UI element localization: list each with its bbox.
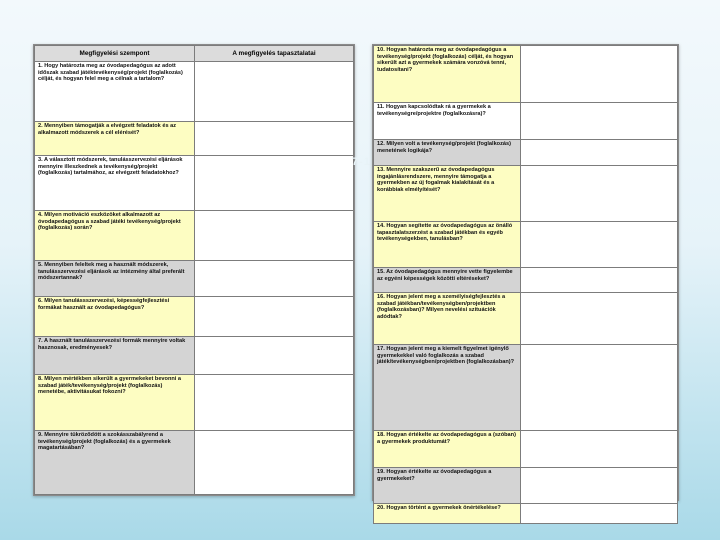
question-cell: 19. Hogyan értékelte az óvodapedagógus a gyermekeket? bbox=[374, 468, 521, 504]
criterion-column-header: Megfigyelési szempont bbox=[35, 46, 195, 62]
question-cell: 20. Hogyan történt a gyermekek önértékelése? bbox=[374, 504, 521, 524]
answer-cell[interactable] bbox=[521, 46, 678, 103]
table-row bbox=[374, 345, 678, 431]
table-row bbox=[374, 293, 678, 345]
answer-cell[interactable] bbox=[521, 103, 678, 140]
answer-cell[interactable] bbox=[521, 504, 678, 524]
table-row bbox=[374, 268, 678, 293]
answer-cell[interactable] bbox=[521, 431, 678, 468]
table-row bbox=[374, 222, 678, 268]
question-cell: 8. Milyen mértékben sikerült a gyermekeket bevonni a szabad játék/tevékenység/projekt (foglalkozás) menetébe, aktivitásukat fokozni? bbox=[35, 375, 195, 431]
answer-cell[interactable] bbox=[195, 211, 354, 261]
answer-cell[interactable] bbox=[195, 431, 354, 495]
question-cell: 4. Milyen motiváció eszközöket alkalmazott az óvodapedagógus a szabad játéki tevékenység/projekt (foglalkozás) során? bbox=[35, 211, 195, 261]
question-cell: 11. Hogyan kapcsolódtak rá a gyermekek a tevékenységre/projektre (foglalkozásra)? bbox=[374, 103, 521, 140]
answer-cell[interactable] bbox=[195, 122, 354, 156]
question-cell: 2. Mennyiben támogatják a elvégzett feladatok és az alkalmazott módszerek a cél elérését? bbox=[35, 122, 195, 156]
question-cell: 16. Hogyan jelent meg a személyiségfejlesztés a szabad játékban/tevékenységben/projektben (foglalkozásban)? Milyen nevelési szituációk adódtak? bbox=[374, 293, 521, 345]
table-row bbox=[35, 156, 354, 211]
question-cell: 3. A választott módszerek, tanulásszervezési eljárások mennyire illeszkednek a tevékenység/projekt (foglalkozás) tartalmához, az elvégzett feladatokhoz? bbox=[35, 156, 195, 211]
answer-cell[interactable] bbox=[521, 345, 678, 431]
table-row bbox=[35, 337, 354, 375]
table-row bbox=[374, 103, 678, 140]
right-observation-sheet bbox=[372, 44, 679, 511]
right-observation-table bbox=[373, 45, 678, 524]
table-row bbox=[35, 297, 354, 337]
answer-cell[interactable] bbox=[195, 261, 354, 297]
table-row bbox=[35, 375, 354, 431]
left-observation-sheet bbox=[33, 44, 355, 496]
question-cell: 14. Hogyan segítette az óvodapedagógus az önálló tapasztalatszerzést a szabad játékban és egyéb tevékenységekben, tanulásban? bbox=[374, 222, 521, 268]
table-row bbox=[35, 211, 354, 261]
answer-cell[interactable] bbox=[195, 156, 354, 211]
left-observation-table bbox=[34, 45, 354, 495]
question-cell: 10. Hogyan határozta meg az óvodapedagógus a tevékenység/projekt (foglalkozás) célját, és hogyan sikerült azt a gyermekek számára vonzóvá tenni, tudatosítani? bbox=[374, 46, 521, 103]
answer-cell[interactable] bbox=[195, 297, 354, 337]
table-row bbox=[374, 46, 678, 103]
table-row bbox=[374, 431, 678, 468]
question-cell: 5. Mennyiben feleltek meg a használt módszerek, tanulásszervezési eljárások az intézmény által preferált módszertannak? bbox=[35, 261, 195, 297]
question-cell: 7. A használt tanulásszervezési formák mennyire voltak hasznosak, eredményesek? bbox=[35, 337, 195, 375]
table-row bbox=[374, 166, 678, 222]
answer-cell[interactable] bbox=[195, 375, 354, 431]
question-cell: 6. Milyen tanulássszervezési, képességfejlesztési formákat használt az óvodapedagógus? bbox=[35, 297, 195, 337]
question-cell: 12. Milyen volt a tevékenység/projekt (foglalkozás) menetének logikája? bbox=[374, 140, 521, 166]
answer-cell[interactable] bbox=[195, 337, 354, 375]
table-row bbox=[35, 62, 354, 122]
table-row bbox=[35, 122, 354, 156]
question-cell: 13. Mennyire szakszerű az óvodapedagógus ingajánlásrendszere, mennyire támogatja a gyermekben az új fogalmak kialakítását és a korábbiak elmélyítését? bbox=[374, 166, 521, 222]
table-row bbox=[374, 504, 678, 524]
answer-cell[interactable] bbox=[521, 268, 678, 293]
experience-column-header: A megfigyelés tapasztalatai bbox=[195, 46, 354, 62]
answer-cell[interactable] bbox=[521, 468, 678, 504]
answer-cell[interactable] bbox=[521, 293, 678, 345]
table-row bbox=[374, 468, 678, 504]
answer-cell[interactable] bbox=[521, 166, 678, 222]
question-cell: 1. Hogy határozta meg az óvodapedagógus az adott időszak szabad játéktevékenység/projekt (foglalkozás) célját, és hogyan felel meg a célnak a tartalom? bbox=[35, 62, 195, 122]
question-cell: 15. Az óvodapedagógus mennyire vette figyelembe az egyéni képességek közötti eltéréseket? bbox=[374, 268, 521, 293]
left-table-header-row bbox=[35, 46, 354, 62]
question-cell: 9. Mennyire tükröződött a szokásszabályrend a tevékenység/projekt (foglalkozás) és a gyermekek magatartásában? bbox=[35, 431, 195, 495]
answer-cell[interactable] bbox=[521, 140, 678, 166]
question-cell: 17. Hogyan jelent meg a kiemelt figyelmet igénylő gyermekekkel való foglalkozás a szabad játék/tevékenységben/projektben (foglalkozásban)? bbox=[374, 345, 521, 431]
answer-cell[interactable] bbox=[521, 222, 678, 268]
table-row bbox=[374, 140, 678, 166]
table-row bbox=[35, 261, 354, 297]
answer-cell[interactable] bbox=[195, 62, 354, 122]
question-cell: 18. Hogyan értékelte az óvodapedagógus a (szóban) a gyermekek produktumát? bbox=[374, 431, 521, 468]
slide-number-fragment: 7-1 bbox=[352, 156, 371, 168]
table-row bbox=[35, 431, 354, 495]
